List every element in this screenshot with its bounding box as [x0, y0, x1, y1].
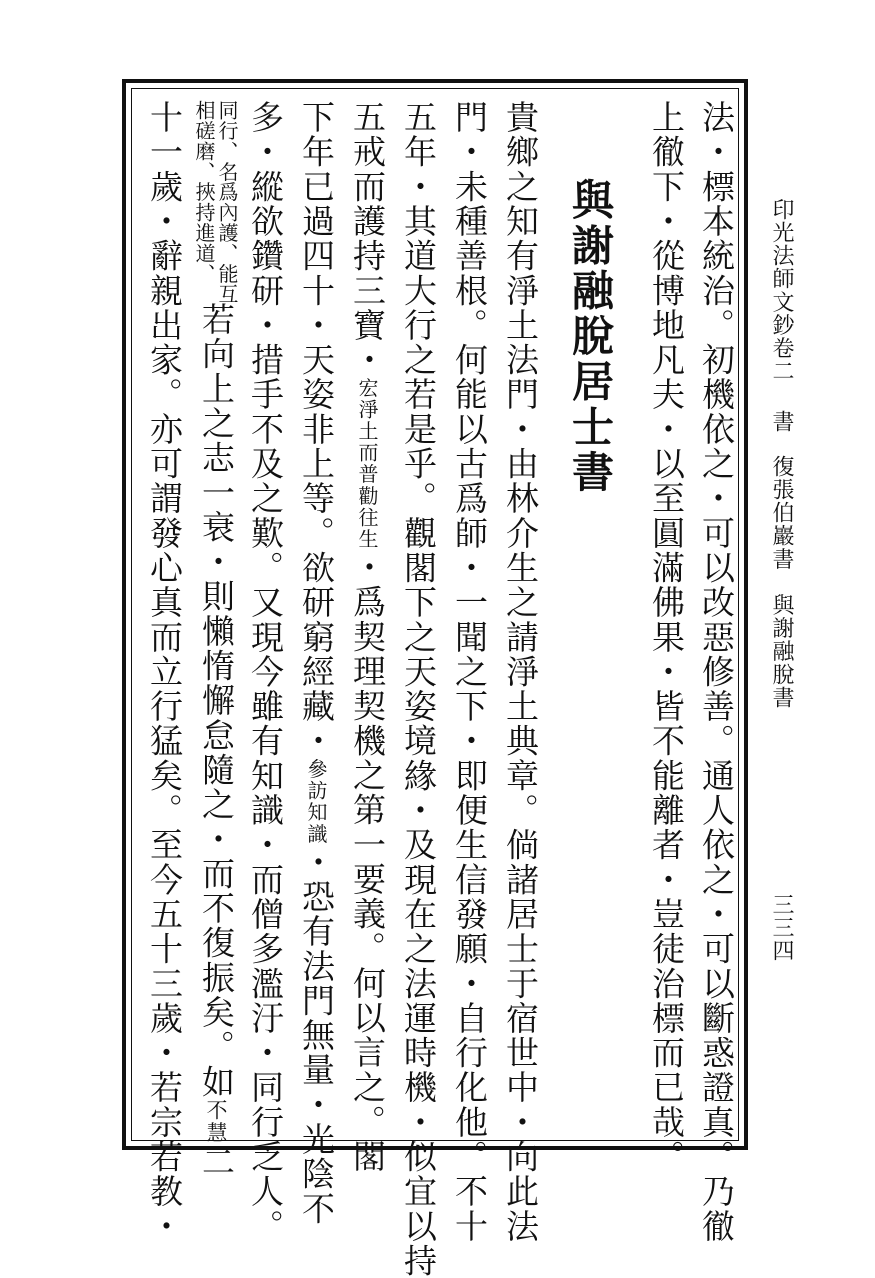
interlinear-note-left: 相磋磨、挾持進道、: [192, 100, 216, 284]
text-column: 門・未種善根。何能以古爲師・一聞之下・即便生信發願・自行化他。不十: [450, 100, 489, 1244]
text-column-with-inline-note: [347, 100, 387, 1174]
running-header-title: 印光法師文鈔卷二: [769, 198, 794, 383]
text-run: ・恐有法門無量・光陰不: [297, 844, 336, 1226]
text-run: ・爲契理契機之第一要義。何以言之。閣: [348, 550, 387, 1174]
annotation-run: 不慧: [204, 1098, 228, 1145]
text-column-with-inline-note: [296, 100, 336, 1226]
text-column-with-annotation: [196, 302, 236, 1179]
small-text-run: 宏淨土而普勸往生: [355, 377, 379, 551]
text-run: 五戒而護持三寶・: [348, 100, 387, 378]
text-run: 下年已過四十・天姿非上等。欲研窮經藏・: [297, 100, 336, 759]
text-column: 多・縱欲鑽研・措手不及之歎。又現今雖有知識・而僧多濫汙・同行乏人。: [246, 100, 285, 1244]
letter-title: 與謝融脫居士書: [566, 178, 615, 496]
page-number: 三三四: [769, 893, 794, 963]
running-header-letters: 復張伯巖書 與謝融脫書: [769, 455, 794, 710]
running-header-section: 書: [769, 410, 794, 434]
text-column: 貴鄉之知有淨土法門・由林介生之請淨土典章。倘諸居士于宿世中・向此法: [501, 100, 540, 1244]
interlinear-note-right: 同行、名爲內護、能互: [215, 100, 239, 304]
text-column: 五年・其道大行之若是乎。觀閣下之天姿境緣・及現在之法運時機・似宜以持: [399, 100, 438, 1278]
text-run: 二: [197, 1144, 236, 1179]
text-run: 若向上之志一衰・則懶惰懈怠隨之・而不復振矣。如: [197, 302, 236, 1099]
small-text-run: 參訪知識: [304, 758, 328, 845]
text-column: 十一歲・辭親出家。亦可謂發心真而立行猛矣。至今五十三歲・若宗若教・: [145, 100, 184, 1244]
text-column: 法・標本統治。初機依之・可以改惡修善。通人依之・可以斷惑證真。乃徹: [697, 100, 736, 1244]
text-column: 上徹下・從博地凡夫・以至圓滿佛果・皆不能離者・豈徒治標而已哉。: [647, 100, 686, 1175]
